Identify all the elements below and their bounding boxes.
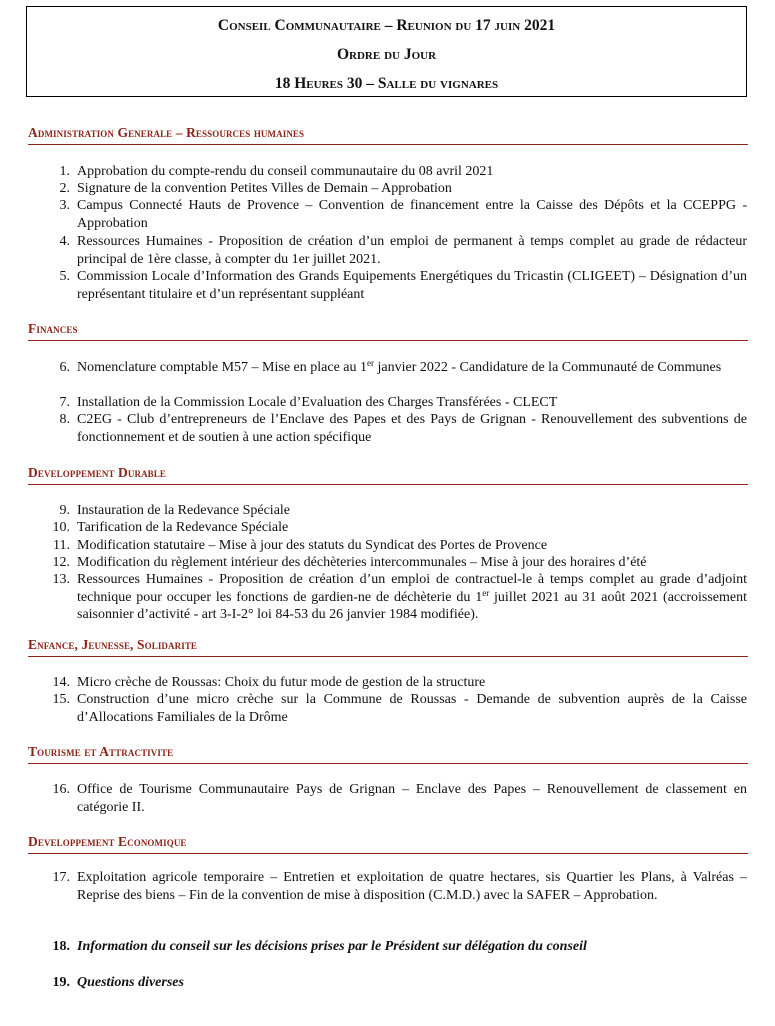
item-text: Micro crèche de Roussas: Choix du futur mode de gestion de la structure [77, 675, 486, 690]
item-number: 11. [53, 538, 70, 553]
item-number: 12. [52, 555, 70, 570]
meeting-time-location: 18 Heures 30 – Salle du vignares [274, 75, 499, 92]
item-text: Signature de la convention Petites Villes de Demain – Approbation [77, 181, 452, 196]
section-heading-dev-durable: Developpement Durable [28, 464, 748, 485]
item-number: 6. [59, 360, 70, 375]
item-text: Office de Tourisme Communautaire Pays de Grignan – Enclave des Papes – Renouvellement de classement en catégorie II. [77, 782, 747, 815]
agenda-title: Ordre du Jour [336, 46, 437, 63]
superscript: er [482, 587, 490, 598]
item-number: 18. [52, 939, 70, 954]
item-text: Information du conseil sur les décisions prises par le Président sur délégation du conseil [77, 939, 587, 954]
item-number: 14. [52, 675, 70, 690]
item-text: Exploitation agricole temporaire – Entretien et exploitation de quatre hectares, sis Quartier les Plans, à Valréas – Reprise des biens – Fin de la convention de mise à disposition (C.M.D.) avec la SAFER – Approbation. [77, 870, 747, 903]
item-number: 8. [59, 412, 70, 427]
item-text: Ressources Humaines - Proposition de création d’un emploi de permanent à temps complet au grade de rédacteur principal de 1ère classe, à compter du 1er juillet 2021. [77, 234, 747, 267]
agenda-header-box [26, 6, 747, 97]
item-text: C2EG - Club d’entrepreneurs de l’Enclave des Papes et des Pays de Grignan - Renouvellement des subventions de fonctionnement et de soutien à une action spécifique [77, 412, 747, 445]
item-number: 3. [59, 198, 70, 213]
item-number: 5. [59, 269, 70, 284]
item-text: Ressources Humaines - Proposition de création d’un emploi de contractuel-le à temps complet au grade d’adjoint technique pour occuper les fonctions de gardien-ne de déchèterie du 1er juillet 2021 au 31 août 2021 (accroissement saisonnier d’activité - art 3-I-2° loi 84-53 du 26 janvier 1984 modifiée). [77, 572, 747, 622]
item-number: 9. [59, 503, 70, 518]
section-heading-enfance: Enfance, Jeunesse, Solidarite [28, 636, 748, 657]
item-text: Construction d’une micro crèche sur la Commune de Roussas - Demande de subvention auprès de la Caisse d’Allocations Familiales de la Drôme [77, 692, 747, 725]
superscript: er [367, 358, 375, 368]
item-text: Installation de la Commission Locale d’Evaluation des Charges Transférées - CLECT [77, 395, 558, 410]
meeting-title: Conseil Communautaire – Reunion du 17 juin 2021 [217, 17, 556, 34]
item-text: Campus Connecté Hauts de Provence – Convention de financement entre la Caisse des Dépôts et la CCEPPG - Approbation [77, 198, 747, 231]
item-text: Commission Locale d’Information des Grands Equipements Energétiques du Tricastin (CLIGEET) – Désignation d’un représentant titulaire et d’un représentant suppléant [77, 269, 747, 302]
section-heading-admin: Administration Generale – Ressources humaines [28, 124, 748, 145]
item-text: Questions diverses [77, 975, 184, 990]
item-number: 1. [59, 164, 70, 179]
item-number: 10. [52, 520, 70, 535]
item-text: Tarification de la Redevance Spéciale [77, 520, 289, 535]
item-text: Approbation du compte-rendu du conseil communautaire du 08 avril 2021 [77, 164, 494, 179]
section-heading-finances: Finances [28, 320, 748, 341]
item-text: Instauration de la Redevance Spéciale [77, 503, 291, 518]
item-text: Modification statutaire – Mise à jour des statuts du Syndicat des Portes de Provence [77, 538, 548, 553]
item-number: 4. [59, 234, 70, 249]
item-number: 19. [52, 975, 70, 990]
item-text: Nomenclature comptable M57 – Mise en place au 1er janvier 2022 - Candidature de la Communauté de Communes [77, 358, 722, 375]
item-text: Modification du règlement intérieur des déchèteries intercommunales – Mise à jour des horaires d’été [77, 555, 647, 570]
item-number: 15. [52, 692, 70, 707]
item-number: 16. [52, 782, 70, 797]
section-heading-dev-eco: Developpement Economique [28, 833, 748, 854]
item-number: 7. [59, 395, 70, 410]
item-number: 17. [52, 870, 70, 885]
item-number: 13. [52, 572, 70, 587]
section-heading-tourisme: Tourisme et Attractivite [28, 743, 748, 764]
item-number: 2. [59, 181, 70, 196]
